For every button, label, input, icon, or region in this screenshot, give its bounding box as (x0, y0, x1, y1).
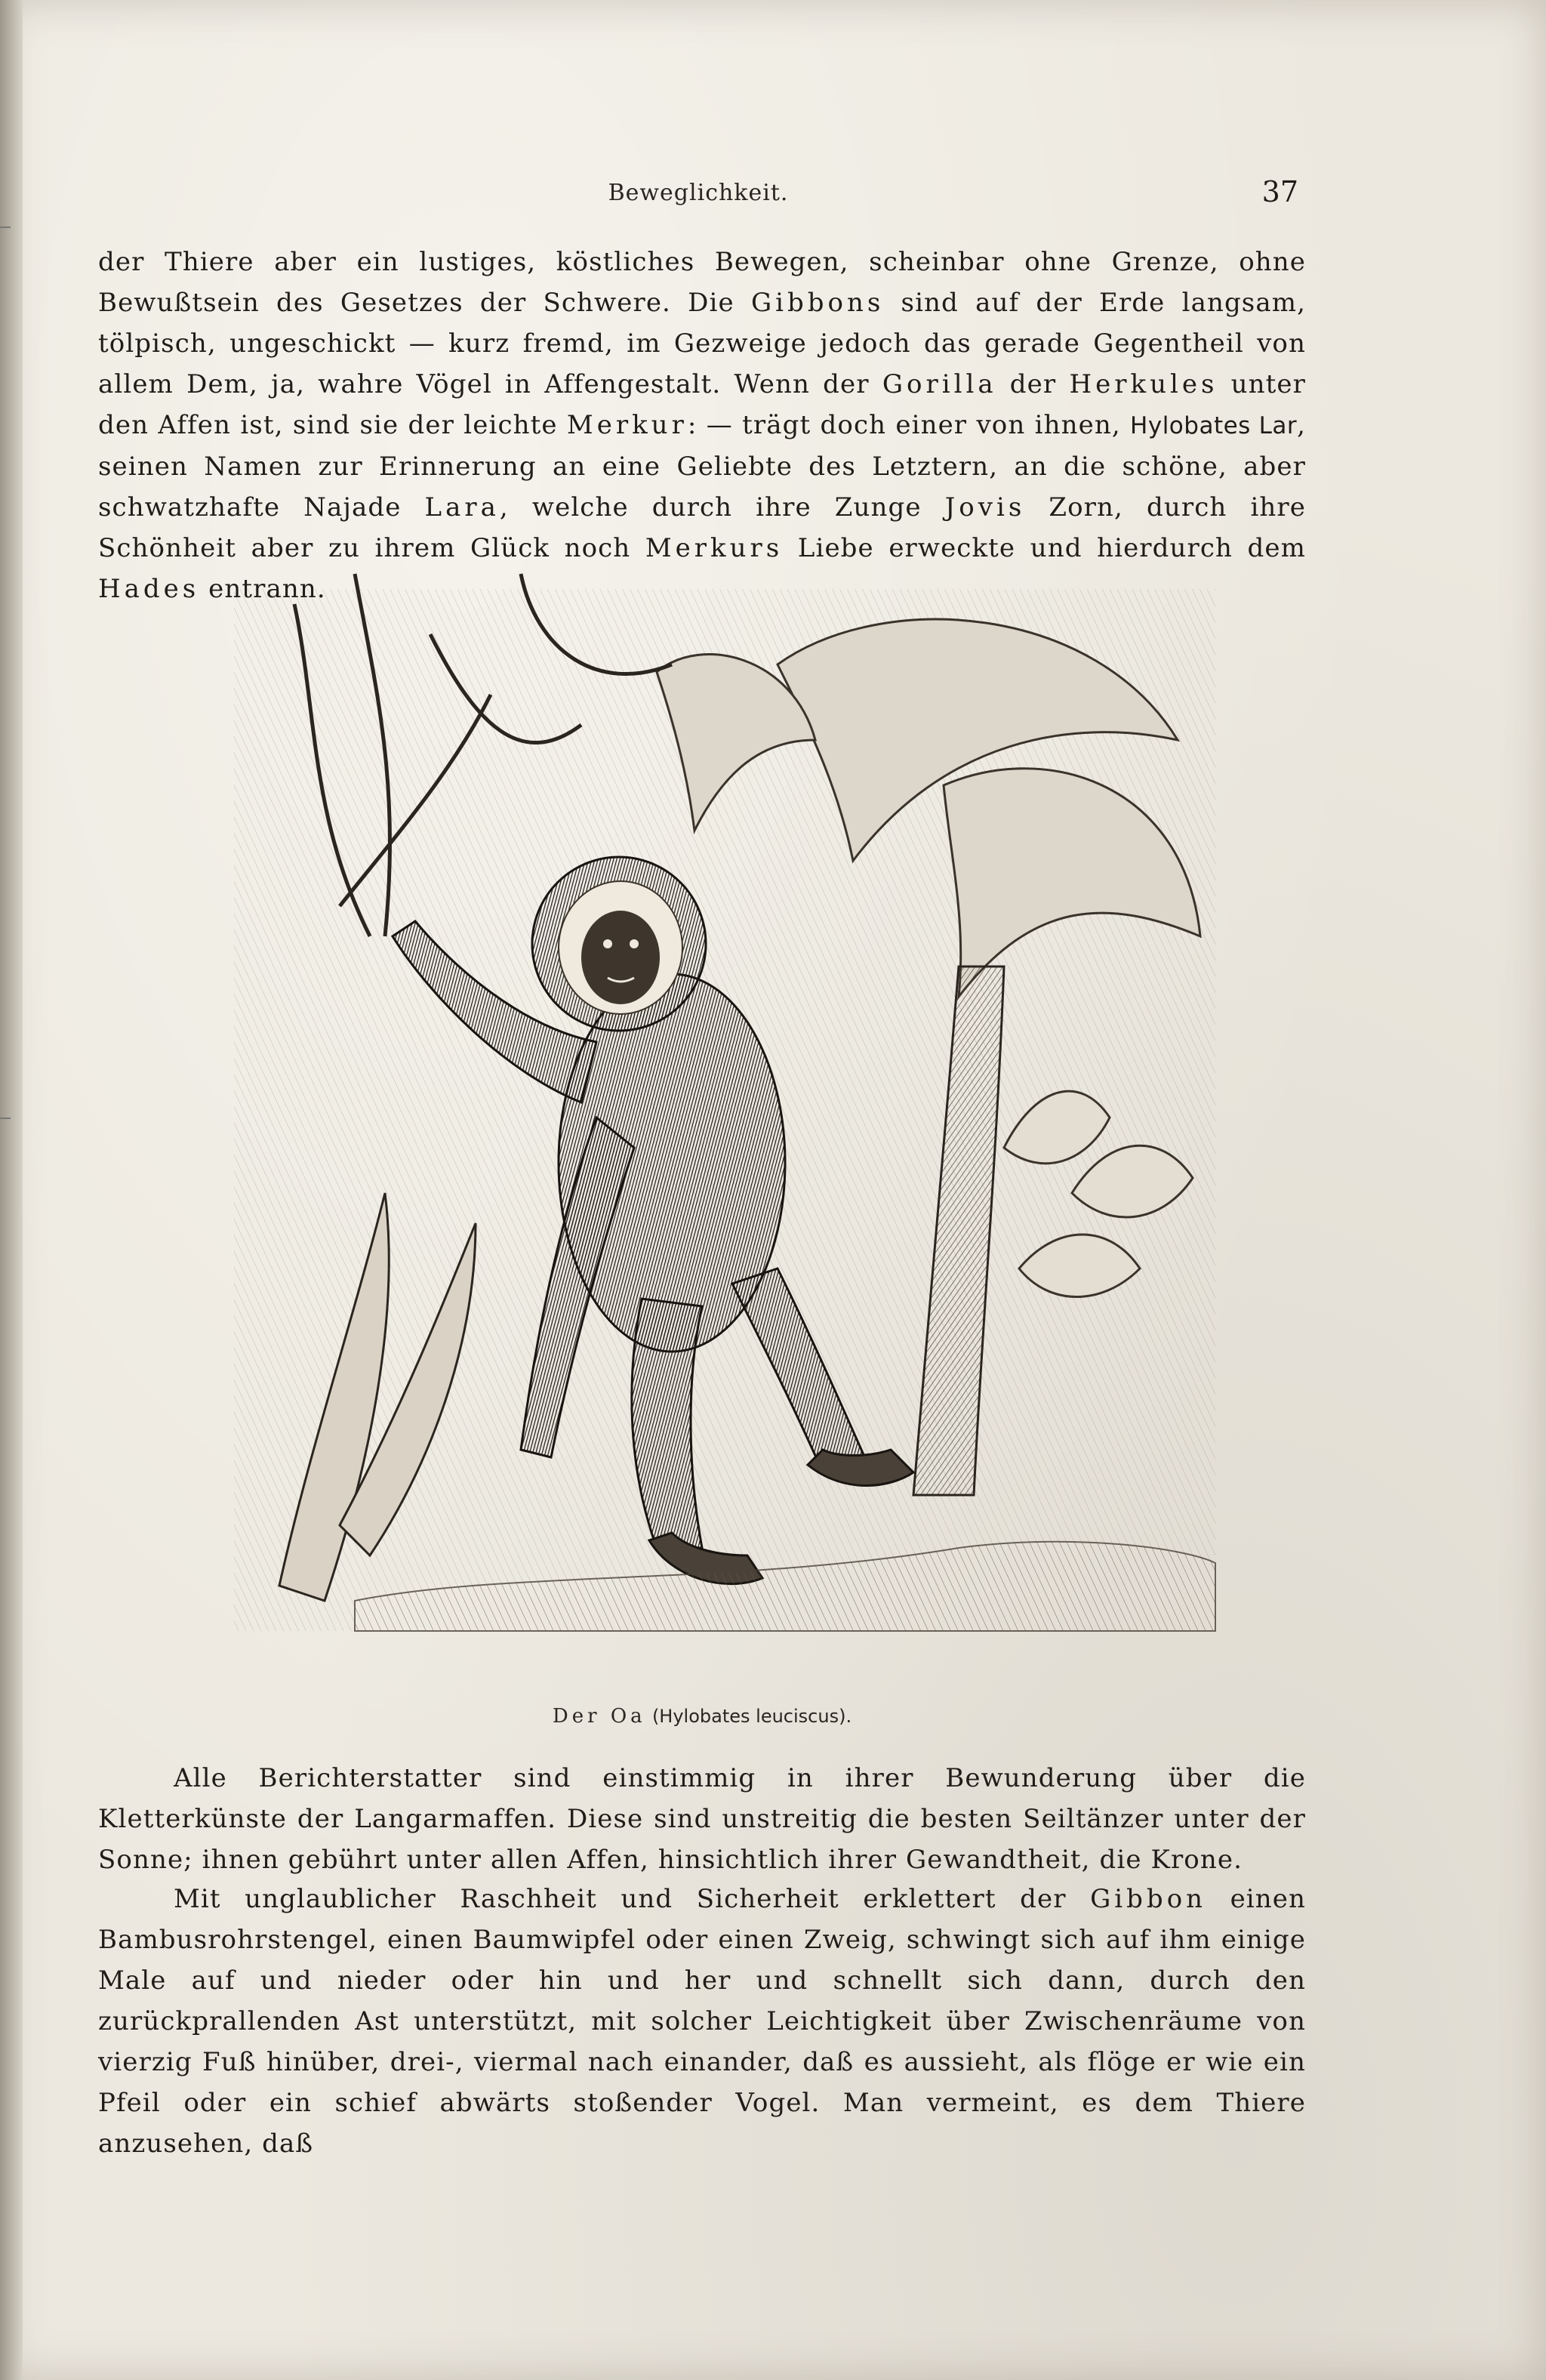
emphasis-gibbon: Gibbon (1090, 1884, 1207, 1914)
text-run: Liebe erweckte und hierdurch dem (783, 533, 1306, 563)
latin-species-name: Hylobates Lar (1130, 412, 1298, 439)
text-run: entrann. (199, 574, 326, 604)
text-run: der Thiere aber ein lustiges, köstliches Bewegen, scheinbar ohne Grenze, ohne Bewußtsein des Gesetzes der Schwere. Die (98, 247, 1306, 318)
running-title: Beweglichkeit. (608, 180, 789, 206)
margin-mark (0, 227, 11, 228)
caption-common-name: Der Oa (552, 1705, 646, 1728)
paragraph-2: Alle Berichterstatter sind einstimmig in ihrer Bewunderung über die Kletterkünste der Langarmaffen. Diese sind unstreitig die besten Seiltänzer unter der Sonne; ihnen gebührt unter allen Affen, hinsichtlich ihrer Gewandtheit, die Krone. (98, 1763, 1306, 1875)
emphasis-gorilla: Gorilla (882, 369, 997, 399)
page-number: 37 (1261, 175, 1298, 208)
emphasis-jovis: Jovis (944, 492, 1026, 523)
text-run: einen Bambusrohrstengel, einen Baumwipfel oder einen Zweig, schwingt sich auf ihm einige Male auf und nieder oder hin und her und schnellt sich dann, durch den zurückprallenden Ast unterstützt, mit solcher Leichtigkeit über Zwischenräume von vierzig Fuß hinüber, drei-, viermal nach einander, daß es aussieht, als flöge er wie ein Pfeil oder ein schief abwärts stoßender Vogel. Man vermeint, es dem Thiere anzusehen, daß (98, 1884, 1306, 2159)
emphasis-merkurs: Merkurs (645, 533, 784, 563)
paragraph-3 (98, 1879, 1306, 2164)
text-run: sind auf der Erde langsam, tölpisch, ungeschickt — kurz fremd, im Gezweige jedoch das gerade Gegentheil von allem Dem, ja, wahre Vögel in Affengestalt. Wenn der (98, 288, 1306, 399)
page-header (98, 175, 1298, 213)
emphasis-merkur: Merkur (566, 410, 688, 440)
text-run: Mit unglaublicher Raschheit und Sicherheit erklettert der (174, 1884, 1091, 1914)
text-run: , seinen Namen zur Erinnerung an eine Geliebte des Letztern, an die schöne, aber schwatzhafte Najade (98, 410, 1307, 523)
caption-latin-name: (Hylobates leuciscus). (651, 1706, 852, 1727)
margin-mark (0, 1118, 11, 1119)
binding-edge (0, 0, 23, 2380)
text-run: : — trägt doch einer von ihnen, (687, 410, 1131, 440)
gibbon-engraving-illustration (204, 544, 1246, 1669)
emphasis-hades: Hades (98, 574, 200, 604)
text-run: , welche durch ihre Zunge (499, 492, 945, 523)
figure-caption (0, 1705, 1404, 1728)
text-run: unter den Affen ist, sind sie der leichte (98, 369, 1306, 440)
emphasis-lara: Lara (424, 492, 500, 523)
text-run: Zorn, durch ihre Schönheit aber zu ihrem Glück noch (98, 492, 1306, 563)
emphasis-herkules: Herkules (1069, 369, 1218, 399)
emphasis-gibbons: Gibbons (750, 288, 885, 318)
text-run: der (996, 369, 1070, 399)
